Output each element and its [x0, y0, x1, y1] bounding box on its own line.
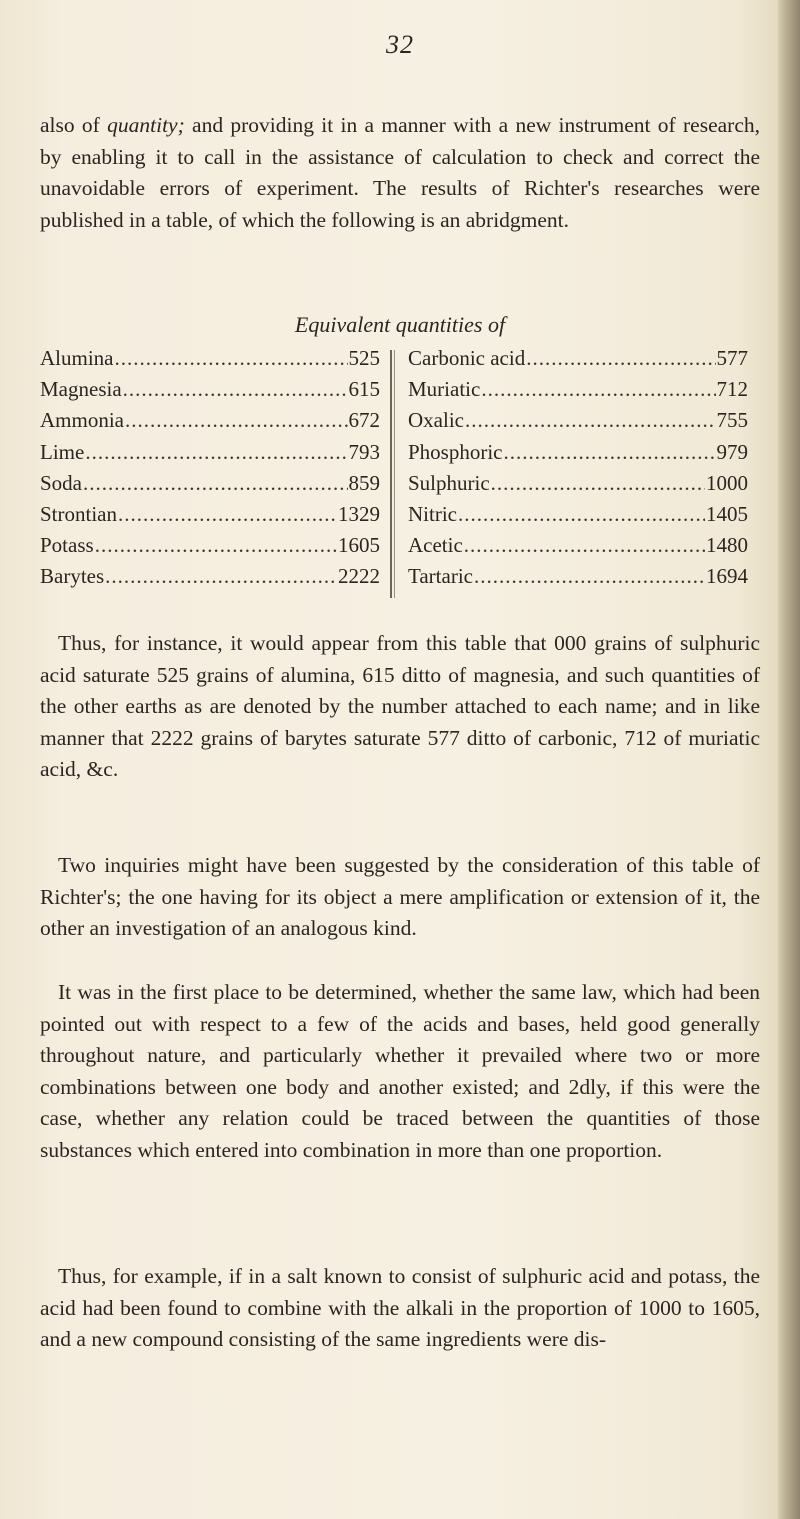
intro-paragraph [40, 110, 760, 236]
body-paragraph: It was in the first place to be determined, whether the same law, which had been pointed out with respect to a few of the acids and bases, held good generally throughout nature, and particularly whether it prevailed where two or more combinations between one body and another existed; and 2dly, if this were the case, whether any relation could be traced between the quantities of those substances which entered into combination in more than one proportion. [40, 980, 760, 1162]
table-row: Strontian ..... 1329 [40, 502, 380, 533]
table-row: Potass ..... 1605 [40, 533, 380, 564]
table-row: Lime ..... 793 [40, 440, 380, 471]
table-title: Equivalent quantities of [294, 312, 506, 337]
page-spine-edge [778, 0, 800, 1519]
table-row: Oxalic ..... 755 [408, 408, 748, 439]
table-row: Carbonic acid ..... 577 [408, 346, 748, 377]
table-row: Nitric ..... 1405 [408, 502, 748, 533]
body-paragraph: Two inquiries might have been suggested by the consideration of this table of Richter's; the one having for its object a mere amplification or extension of it, the other an investigation of an analogous kind. [40, 853, 760, 941]
table-row: Tartaric ..... 1694 [408, 564, 748, 595]
table-row: Sulphuric ..... 1000 [408, 471, 748, 502]
table-row: Alumina ..... 525 [40, 346, 380, 377]
page-number: 32 [386, 30, 414, 59]
table-row: Soda ..... 859 [40, 471, 380, 502]
table-row: Ammonia ..... 672 [40, 408, 380, 439]
intro-pre: also of [40, 113, 108, 137]
bases-column [40, 346, 380, 596]
acids-column [408, 346, 748, 596]
intro-italic-word: quantity; [107, 113, 185, 137]
body-paragraph: Thus, for example, if in a salt known to consist of sulphuric acid and potass, the acid had been found to combine with the alkali in the proportion of 1000 to 1605, and a new compound consisting of the same ingredients were dis- [40, 1264, 760, 1352]
column-divider [390, 350, 392, 598]
table-row: Muriatic ..... 712 [408, 377, 748, 408]
table-row: Acetic ..... 1480 [408, 533, 748, 564]
column-divider-inner [394, 350, 395, 598]
table-row: Barytes ..... 2222 [40, 564, 380, 595]
table-row: Magnesia ..... 615 [40, 377, 380, 408]
body-paragraph: Thus, for instance, it would appear from this table that 000 grains of sulphuric acid saturate 525 grains of alumina, 615 ditto of magnesia, and such quantities of the other earths as are denoted by the number attached to each name; and in like manner that 2222 grains of barytes saturate 577 ditto of carbonic, 712 of muriatic acid, &c. [40, 631, 760, 782]
table-row: Phosphoric ..... 979 [408, 440, 748, 471]
intro-post: and providing it in a manner with a new instrument of research, by enabling it to call in the assistance of calculation to check and correct the unavoidable errors of experiment. The results of Richter's researches were published in a table, of which the following is an abridgment. [40, 113, 760, 232]
